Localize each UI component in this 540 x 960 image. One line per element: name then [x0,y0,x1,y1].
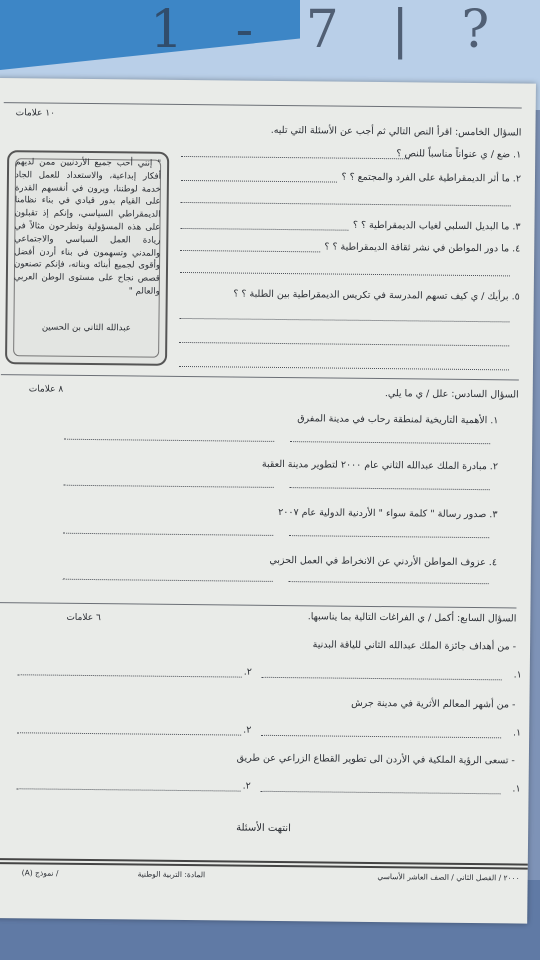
answer-line[interactable] [180,250,320,252]
blank-number: ١. [513,669,522,681]
q5-item-2: ٢. ما أثر الديمقراطية على الفرد والمجتمع ؟ ؟ [341,171,522,185]
answer-line[interactable] [289,535,489,538]
answer-line[interactable] [180,228,348,231]
blank-number: ٢. [243,724,252,736]
answer-line[interactable] [181,202,511,206]
answer-line[interactable] [179,318,509,322]
exam-page [0,78,536,924]
quote-author: عبدالله الثاني بن الحسين [41,322,131,334]
answer-line[interactable] [289,581,489,584]
answer-line[interactable] [181,180,337,183]
q5-title: السؤال الخامس: اقرأ النص التالي ثم أجب عن الأسئلة التي تليه. [270,124,522,139]
q5-marks: ١٠ علامات [15,108,55,119]
footer-subject: المادة: التربية الوطنية [137,869,206,880]
q7-title: السؤال السابع: أكمل / ي الفراغات التالية بما يناسبها. [307,611,517,625]
answer-line[interactable] [262,677,502,681]
section-divider [0,602,516,608]
blank-number: ٢. [243,666,252,678]
q6-item-1: ١. الأهمية التاريخية لمنطقة رحاب في مدينة المفرق [297,413,499,427]
footer-exam-info: ٢٠٠٠ / الفصل الثاني / الصف العاشر الأساسي [377,872,520,883]
q6-title: السؤال السادس: علل / ي ما يلي. [384,388,519,401]
background-handwriting: 1 - 7 | ? [150,0,508,60]
footer-model: / نموذج (A) [21,868,59,878]
answer-line[interactable] [290,487,490,490]
q5-item-5: ٥. برأيك / ي كيف تسهم المدرسة في تكريس الديمقراطية بين الطلبة ؟ ؟ [233,288,520,303]
answer-line[interactable] [63,579,273,582]
q5-item-3: ٣. ما البديل السلبي لغياب الديمقراطية ؟ ؟ [352,219,521,233]
blank-number: ١. [512,727,522,739]
answer-line[interactable] [181,156,409,159]
quote-box [5,150,169,366]
q7-item-1: - من أهداف جائزة الملك عبدالله الثاني للياقة البدنية [312,639,517,653]
answer-line[interactable] [179,366,509,370]
answer-line[interactable] [63,533,273,536]
q6-item-4: ٤. عزوف المواطن الأردني عن الانخراط في العمل الحزبي [269,554,498,569]
section-divider [1,374,519,380]
answer-line[interactable] [18,674,242,677]
blank-number: ٢. [242,780,251,792]
answer-line[interactable] [64,485,274,488]
top-rule [4,102,522,108]
answer-line[interactable] [17,732,241,735]
quote-text: " إنني أحب جميع الأردنيين ممن لديهم أفكار إبداعية، والاستعداد للعمل الجاد خدمة لوطننا، ويرون في أنفسهم القدرة على القيام بدور قيادي في بناء نظامنا الديمقراطي السياسي، وإنكم إذ تقبلون على هذه المسؤولية وتطرحون مثالاً في ريادة العمل السياسي والاجتماعي والمدني وتسهمون في بناء أردن أفضل وأقوى لجميع أبنائه وبناته، فإنكم تصنعون قصص نجاح على مستوى الوطن العربي والعالم " [13,157,162,297]
answer-line[interactable] [64,439,274,442]
answer-line[interactable] [290,441,490,444]
q7-marks: ٦ علامات [66,612,101,624]
q6-marks: ٨ علامات [28,384,64,395]
q7-item-2: - من أشهر المعالم الأثرية في مدينة جرش [351,697,516,711]
blank-number: ١. [512,783,521,795]
answer-line[interactable] [179,342,509,346]
q6-item-3: ٣. صدور رسالة " كلمة سواء " الأردنية الدولية عام ٢٠٠٧ [278,506,498,521]
answer-line[interactable] [17,788,241,791]
end-of-questions: انتهت الأسئلة [236,822,291,835]
answer-line[interactable] [261,735,501,739]
answer-line[interactable] [261,791,501,795]
q5-item-4: ٤. ما دور المواطن في نشر ثقافة الديمقراطية ؟ ؟ [324,241,521,255]
q7-item-3: - تسعى الرؤية الملكية في الأردن الى تطوير القطاع الزراعي عن طريق [236,752,515,767]
q6-item-2: ٢. مبادرة الملك عبدالله الثاني عام ٢٠٠٠ لتطوير مدينة العقبة [261,458,499,473]
answer-line[interactable] [180,272,510,276]
q5-item-1: ١. ضع / ي عنواناً مناسباً للنص ؟ [396,148,522,161]
